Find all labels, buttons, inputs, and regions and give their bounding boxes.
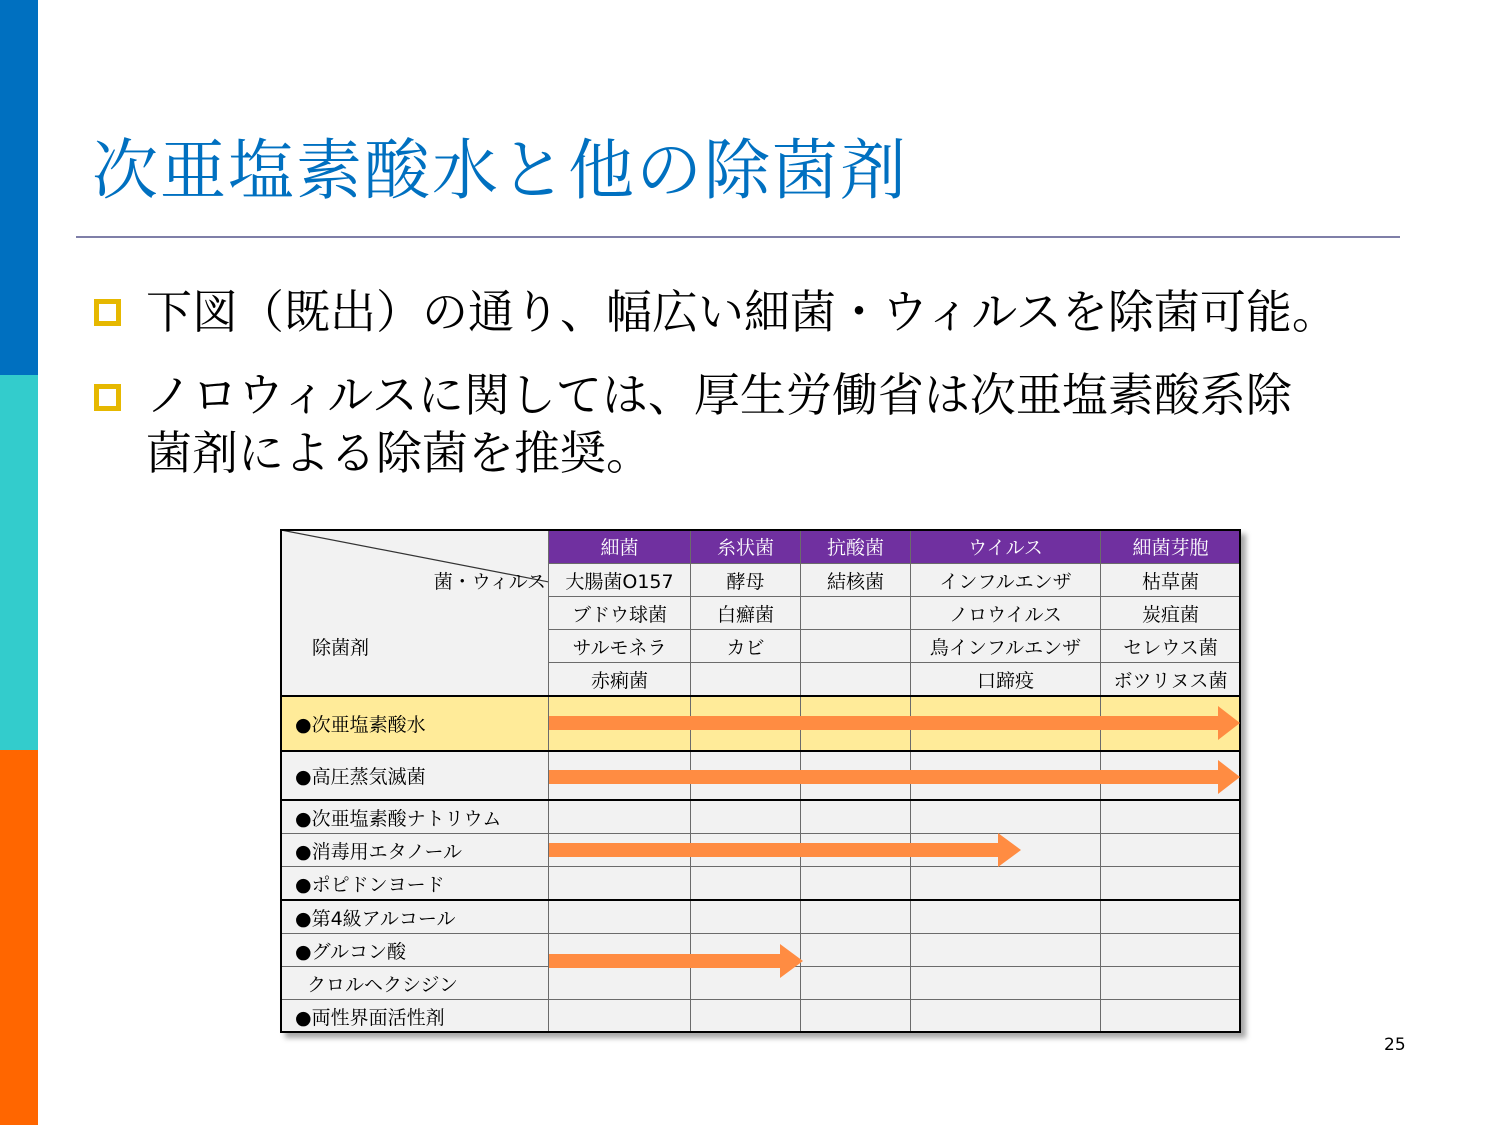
example-cell: 赤痢菌 xyxy=(549,663,691,697)
cell xyxy=(1101,751,1241,800)
cell xyxy=(801,867,911,901)
cell xyxy=(801,967,911,1000)
example-cell: 枯草菌 xyxy=(1101,564,1241,597)
cell xyxy=(801,800,911,834)
cell xyxy=(911,834,1101,867)
cell xyxy=(549,934,691,967)
category-header: 糸状菌 xyxy=(691,530,801,564)
example-cell: 白癬菌 xyxy=(691,597,801,630)
disinfectant-label: ●グルコン酸 xyxy=(281,934,549,967)
example-cell: カビ xyxy=(691,630,801,663)
cell xyxy=(691,751,801,800)
cell xyxy=(1101,967,1241,1000)
example-cell: 炭疽菌 xyxy=(1101,597,1241,630)
cell xyxy=(549,834,691,867)
corner-top-label: 菌・ウィルス xyxy=(433,571,546,593)
example-cell xyxy=(801,597,911,630)
bullet-1-text: 下図（既出）の通り、幅広い細菌・ウィルスを除菌可能。 xyxy=(146,285,1338,339)
bullet-2-text-cont: 菌剤による除菌を推奨。 xyxy=(146,426,652,480)
disinfectant-label: ●両性界面活性剤 xyxy=(281,1000,549,1033)
cell xyxy=(1101,1000,1241,1033)
cell xyxy=(691,1000,801,1033)
cell xyxy=(1101,934,1241,967)
example-cell: ノロウイルス xyxy=(911,597,1101,630)
example-cell: 大腸菌O157 xyxy=(549,564,691,597)
example-cell xyxy=(691,663,801,697)
category-header: 細菌 xyxy=(549,530,691,564)
left-band-teal xyxy=(0,375,38,750)
corner-bottom-label: 除菌剤 xyxy=(312,637,370,659)
example-cell xyxy=(801,630,911,663)
cell xyxy=(691,867,801,901)
cell xyxy=(911,867,1101,901)
cell xyxy=(549,867,691,901)
disinfectant-label: ●第4級アルコール xyxy=(281,900,549,934)
disinfectant-label: ●次亜塩素酸ナトリウム xyxy=(281,800,549,834)
cell xyxy=(691,900,801,934)
example-cell: ボツリヌス菌 xyxy=(1101,663,1241,697)
left-band-orange xyxy=(0,750,38,1125)
cell xyxy=(1101,834,1241,867)
left-band-blue xyxy=(0,0,38,375)
disinfectant-label: クロルヘクシジン xyxy=(281,967,549,1000)
bullet-square-icon xyxy=(94,384,121,411)
cell xyxy=(691,800,801,834)
cell xyxy=(911,696,1101,751)
slide-title: 次亜塩素酸水と他の除菌剤 xyxy=(92,132,908,209)
disinfectant-comparison-table xyxy=(280,529,1241,1033)
disinfectant-label: ●高圧蒸気滅菌 xyxy=(281,751,549,800)
example-cell: 口蹄疫 xyxy=(911,663,1101,697)
example-cell: インフルエンザ xyxy=(911,564,1101,597)
cell xyxy=(801,1000,911,1033)
cell xyxy=(911,934,1101,967)
cell xyxy=(549,967,691,1000)
example-cell: セレウス菌 xyxy=(1101,630,1241,663)
title-divider xyxy=(76,236,1400,238)
cell xyxy=(911,800,1101,834)
corner-diagonal xyxy=(281,530,549,696)
example-cell xyxy=(801,663,911,697)
example-cell: 結核菌 xyxy=(801,564,911,597)
cell xyxy=(1101,696,1241,751)
cell xyxy=(801,900,911,934)
cell xyxy=(691,934,801,967)
example-cell: ブドウ球菌 xyxy=(549,597,691,630)
cell xyxy=(801,751,911,800)
cell xyxy=(691,834,801,867)
cell xyxy=(801,934,911,967)
cell xyxy=(549,696,691,751)
cell xyxy=(911,1000,1101,1033)
cell xyxy=(691,967,801,1000)
bullet-2-text: ノロウィルスに関しては、厚生労働省は次亜塩素酸系除 xyxy=(146,368,1292,422)
cell xyxy=(801,834,911,867)
example-cell: 鳥インフルエンザ xyxy=(911,630,1101,663)
category-header: 細菌芽胞 xyxy=(1101,530,1241,564)
page-number: 25 xyxy=(1384,1035,1406,1055)
cell xyxy=(911,967,1101,1000)
disinfectant-label: ●消毒用エタノール xyxy=(281,834,549,867)
cell xyxy=(1101,800,1241,834)
cell xyxy=(911,751,1101,800)
disinfectant-label: ●次亜塩素酸水 xyxy=(281,696,549,751)
cell xyxy=(549,751,691,800)
cell xyxy=(549,1000,691,1033)
bullet-square-icon xyxy=(94,299,121,326)
cell xyxy=(691,696,801,751)
corner-cell xyxy=(281,530,549,697)
category-header: 抗酸菌 xyxy=(801,530,911,564)
cell xyxy=(549,900,691,934)
example-cell: 酵母 xyxy=(691,564,801,597)
cell xyxy=(1101,867,1241,901)
cell xyxy=(1101,900,1241,934)
cell xyxy=(911,900,1101,934)
disinfectant-label: ●ポピドンヨード xyxy=(281,867,549,901)
cell xyxy=(549,800,691,834)
category-header: ウイルス xyxy=(911,530,1101,564)
cell xyxy=(801,696,911,751)
example-cell: サルモネラ xyxy=(549,630,691,663)
